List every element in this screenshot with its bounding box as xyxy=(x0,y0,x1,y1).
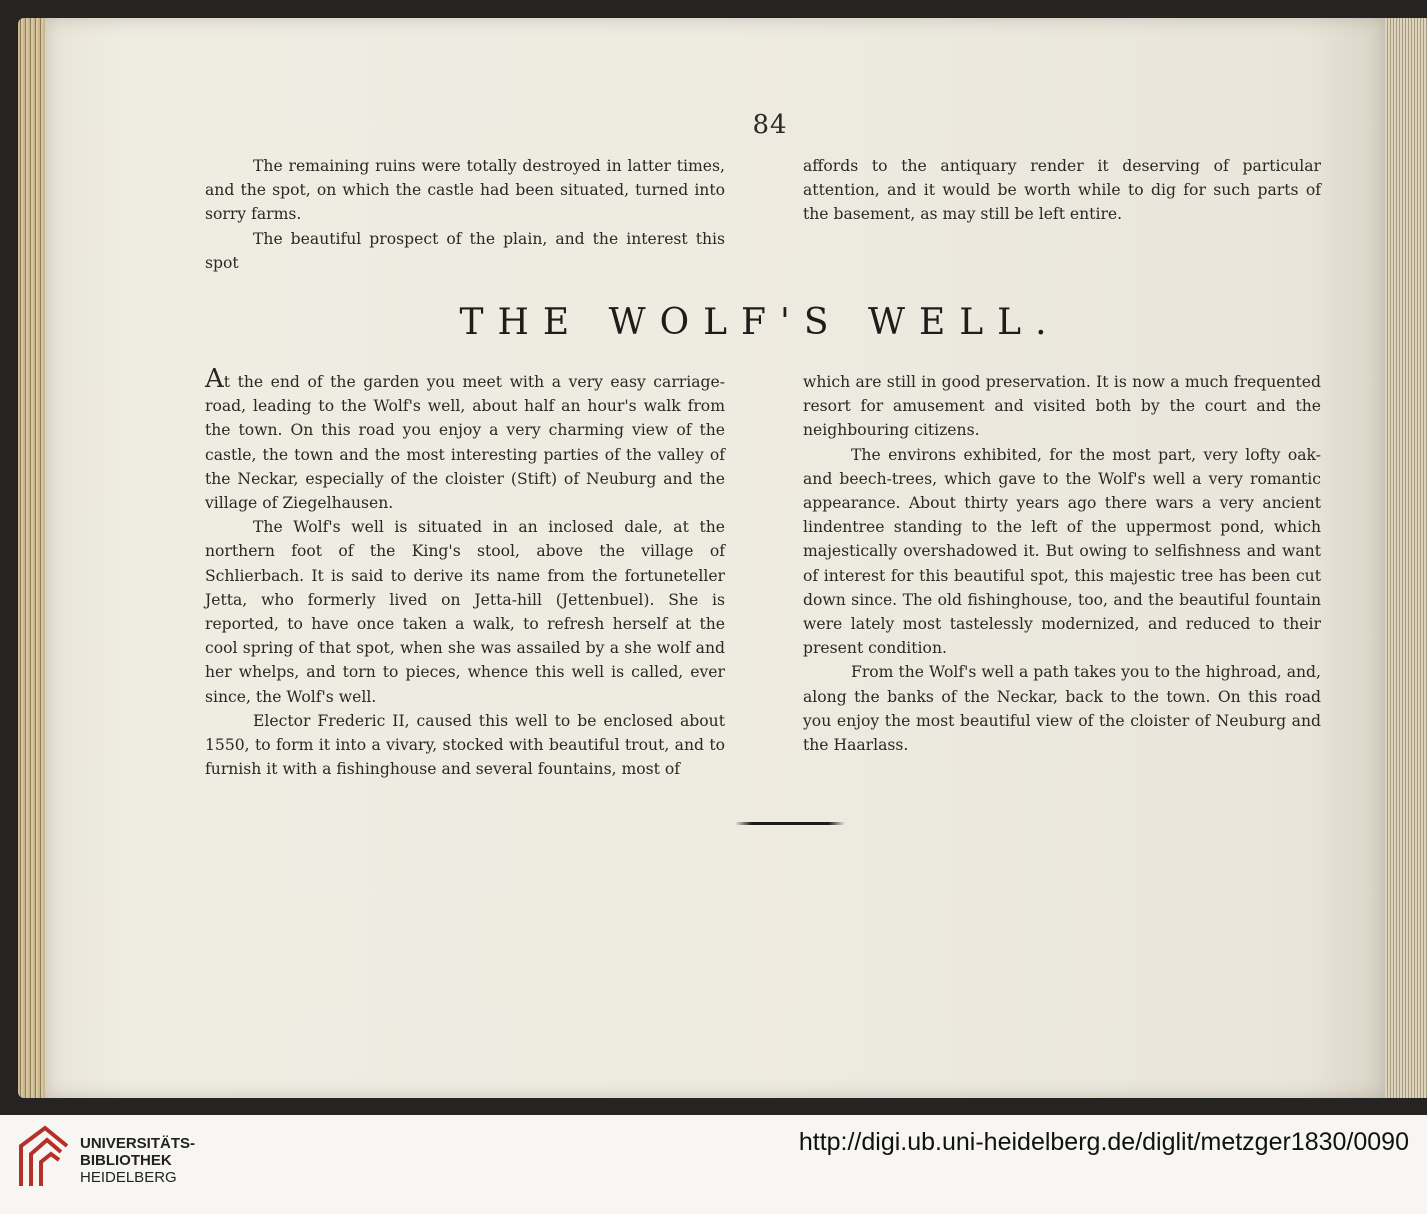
body-column-right xyxy=(803,370,1321,757)
paragraph xyxy=(205,364,725,515)
continued-text-left xyxy=(205,154,725,275)
facing-page-edge xyxy=(1385,18,1427,1098)
logo-line: BIBLIOTHEK xyxy=(80,1152,172,1169)
paragraph-text: t the end of the garden you meet with a very easy carriage-road, leading to the Wolf's well, about half an hour's walk from the town. On this road you enjoy a very charming view of the castle, the town and the most interesting parties of the valley of the Neckar, especially of the cloister (Stift) of Neuburg and the village of Ziegelhausen. xyxy=(205,373,725,513)
logo-line: UNIVERSITÄTS- xyxy=(80,1135,196,1152)
paragraph: The Wolf's well is situated in an inclosed dale, at the northern foot of the King's stool, above the village of Schlierbach. It is said to derive its name from the fortuneteller Jetta, who formerly lived on Jetta-hill (Jettenbuel). She is reported, to have once taken a walk, to refresh herself at the cool spring of that spot, when she was assailed by a she wolf and her whelps, and torn to pieces, whence this well is called, ever since, the Wolf's well. xyxy=(205,518,725,706)
library-logo-text xyxy=(80,1135,195,1186)
paragraph: From the Wolf's well a path takes you to the highroad, and, along the banks of the Neckar, back to the town. On this road you enjoy the most beautiful view of the cloister of Neuburg and the Haarlass. xyxy=(803,663,1321,755)
paragraph: which are still in good preservation. It is now a much frequented resort for amusement and visited both by the court and the neighbouring citizens. xyxy=(803,373,1321,440)
logo-line: HEIDELBERG xyxy=(80,1169,177,1186)
body-column-left xyxy=(205,364,725,781)
paragraph: affords to the antiquary render it deserving of particular attention, and it would be worth while to dig for such parts of the basement, as may still be left entire. xyxy=(803,157,1321,224)
drop-cap: A xyxy=(205,364,224,394)
page-number: 84 xyxy=(752,110,788,140)
paragraph: The beautiful prospect of the plain, and the interest this spot xyxy=(205,229,725,272)
continued-text-right xyxy=(803,154,1321,227)
section-heading: THE WOLF'S WELL. xyxy=(459,302,1061,343)
paragraph: The environs exhibited, for the most part, very lofty oak- and beech-trees, which gave to the Wolf's well a very romantic appearance. About thirty years ago there wars a very ancient lindentree standing to the left of the uppermost pond, which majestically overshadowed it. But owing to selfishness and want of interest for this beautiful spot, this majestic tree has been cut down since. The old fishinghouse, too, and the beautiful fountain were lately most tastelessly modernized, and reduced to their present condition. xyxy=(803,445,1321,658)
permalink-url[interactable]: http://digi.ub.uni-heidelberg.de/diglit/metzger1830/0090 xyxy=(798,1128,1409,1156)
library-logo-icon xyxy=(15,1120,73,1190)
paragraph: The remaining ruins were totally destroyed in latter times, and the spot, on which the castle had been situated, turned into sorry farms. xyxy=(205,157,725,224)
paragraph: Elector Frederic II, caused this well to be enclosed about 1550, to form it into a vivary, stocked with beautiful trout, and to furnish it with a fishinghouse and several fountains, most of xyxy=(205,711,725,779)
end-rule xyxy=(735,822,845,825)
